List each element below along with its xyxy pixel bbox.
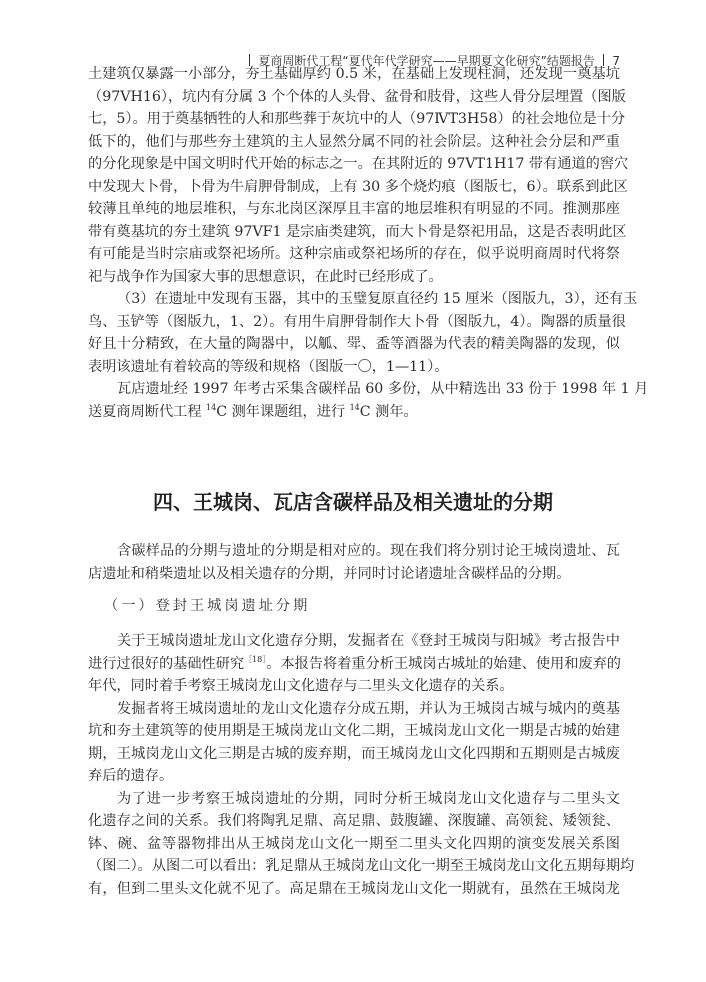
text-line [88, 401, 620, 424]
text-line [88, 131, 620, 154]
text-run: 钵、碗、盆等器物排出从王城岗龙山文化一期至二里头文化四期的演变发展关系图 [88, 835, 620, 852]
text-run: C 测年。 [359, 403, 418, 420]
text-run: 的分化现象是中国文明时代开始的标志之一。在其附近的 97ⅤT1H17 带有通道的窖穴 [88, 156, 629, 172]
page-number: 7 [612, 54, 620, 68]
text-line [88, 653, 620, 676]
text-run: （97ⅤH16），坑内有分属 3 个个体的人头骨、盆骨和肢骨，这些人骨分层埋置（图版 [88, 88, 626, 105]
text-run: 店遗址和稍柴遗址以及相关遗存的分期，并同时讨论诸遗址含碳样品的分期。 [88, 565, 571, 582]
text-run: 含碳样品的分期与遗址的分期是相对应的。现在我们将分别讨论王城岗遗址、瓦 [117, 543, 620, 559]
text-run: 进行过很好的基础性研究 [88, 655, 245, 672]
section-heading: 四、王城岗、瓦店含碳样品及相关遗址的分期 [153, 490, 553, 514]
paragraph [88, 788, 635, 901]
text-line [88, 108, 626, 131]
superscript: 14 [349, 402, 360, 412]
superscript: 14 [206, 402, 217, 412]
text-line [88, 810, 620, 833]
text-line [88, 311, 626, 334]
text-line [88, 356, 620, 379]
text-line [88, 878, 620, 901]
text-run: 七，5）。用于奠基牺牲的人和那些葬于灰坑中的人（97ⅣT3H58）的社会地位是十分 [88, 111, 626, 127]
text-run: 好且十分精致，在大量的陶器中，以觚、斝、盉等酒器为代表的精美陶器的发现，似 [88, 336, 620, 352]
text-run: （3）在遗址中发现有玉器，其中的玉璧复原直径约 15 厘米（图版九，3），还有玉 [117, 291, 638, 307]
text-line [88, 288, 638, 311]
text-run: 中发现大卜骨，卜骨为牛肩胛骨制成，上有 30 多个烧灼痕（图版七，6）。联系到此区 [88, 178, 628, 195]
text-line [88, 675, 620, 698]
paragraph [88, 63, 629, 288]
body-section-3 [88, 630, 635, 900]
text-run: 发掘者将王城岗遗址的龙山文化遗存分成五期，并认为王城岗古城与城内的奠基 [117, 700, 620, 717]
text-line [88, 833, 620, 856]
body-section-2 [88, 540, 620, 585]
text-run: 期，王城岗龙山文化三期是古城的废弃期，而王城岗龙山文化四期和五期则是古城废 [88, 745, 620, 762]
superscript: ［18］ [244, 654, 267, 664]
paragraph [88, 698, 620, 788]
text-line [88, 720, 620, 743]
text-line [88, 86, 626, 109]
text-line [88, 333, 620, 356]
text-run: 鸟、玉铲等（图版九，1、2）。有用牛肩胛骨制作大卜骨（图版九，4）。陶器的质量很 [88, 313, 626, 330]
subsection-heading: （一）登封王城岗遗址分期 [104, 598, 311, 614]
text-run: C 测年课题组，进行 [216, 403, 350, 420]
body-section-1 [88, 63, 649, 423]
text-line [88, 540, 620, 563]
text-run: 。本报告将着重分析王城岗古城址的始建、使用和废弃的 [266, 655, 621, 672]
text-run: 化遗存之间的关系。我们将陶乳足鼎、高足鼎、鼓腹罐、深腹罐、高领瓮、矮领瓮、 [88, 813, 620, 829]
text-line [88, 63, 620, 86]
text-line [88, 855, 635, 878]
paragraph [88, 288, 638, 378]
text-line [88, 743, 620, 766]
text-line [88, 765, 620, 788]
text-line [88, 630, 620, 653]
text-run: 坑和夯土建筑等的使用期是王城岗龙山文化二期，王城岗龙山文化一期是古城的始建 [88, 723, 620, 739]
text-line [88, 698, 620, 721]
text-run: （图二）。从图二可以看出：乳足鼎从王城岗龙山文化一期至王城岗龙山文化五期每期均 [88, 858, 635, 874]
text-run: 有，但到二里头文化就不见了。高足鼎在王城岗龙山文化一期就有，虽然在王城岗龙 [88, 880, 620, 897]
text-line [88, 198, 620, 221]
text-run: 低下的，他们与那些夯土建筑的主人显然分属不同的社会阶层。这种社会分层和严重 [88, 133, 620, 150]
text-line [88, 563, 620, 586]
paragraph [88, 540, 620, 585]
text-line [88, 221, 627, 244]
text-run: 年代，同时着手考察王城岗龙山文化遗存与二里头文化遗存的关系。 [88, 678, 514, 694]
text-line [88, 243, 620, 266]
header-title: 夏商周断代工程“夏代年代学研究——早期夏文化研究”结题报告 [258, 54, 595, 68]
text-line [88, 378, 649, 401]
text-run: 瓦店遗址经 1997 年考古采集含碳样品 60 多份，从中精选出 33 份于 1998 年 1 月 [117, 381, 649, 397]
paragraph [88, 630, 620, 698]
text-line [88, 266, 620, 289]
text-line [88, 153, 629, 176]
paragraph [88, 378, 649, 423]
text-run: 送夏商周断代工程 [88, 403, 207, 420]
text-run: 有可能是当时宗庙或祭祀场所。这种宗庙或祭祀场所的存在，似乎说明商周时代将祭 [88, 246, 620, 262]
text-run: 带有奠基坑的夯土建筑 97ⅤF1 是宗庙类建筑，而大卜骨是祭祀用品，这是否表明此区 [88, 223, 627, 240]
text-run: 较薄且单纯的地层堆积，与东北岗区深厚且丰富的地层堆积有明显的不同。推测那座 [88, 201, 620, 217]
text-run: 关于王城岗遗址龙山文化遗存分期，发掘者在《登封王城岗与阳城》考古报告中 [117, 633, 620, 649]
text-run: 土建筑仅暴露一小部分，夯土基础厚约 0.5 米，在基础上发现柱洞，还发现一奠基坑 [88, 66, 620, 82]
text-run: 弃后的遗存。 [88, 768, 174, 784]
text-run: 祀与战争作为国家大事的思想意识，在此时已经形成了。 [88, 268, 443, 285]
text-line [88, 788, 620, 811]
text-run: 表明该遗址有着较高的等级和规格（图版一〇，1—11）。 [88, 358, 449, 375]
text-run: 为了进一步考察王城岗遗址的分期，同时分析王城岗龙山文化遗存与二里头文 [117, 790, 620, 807]
text-line [88, 176, 628, 199]
